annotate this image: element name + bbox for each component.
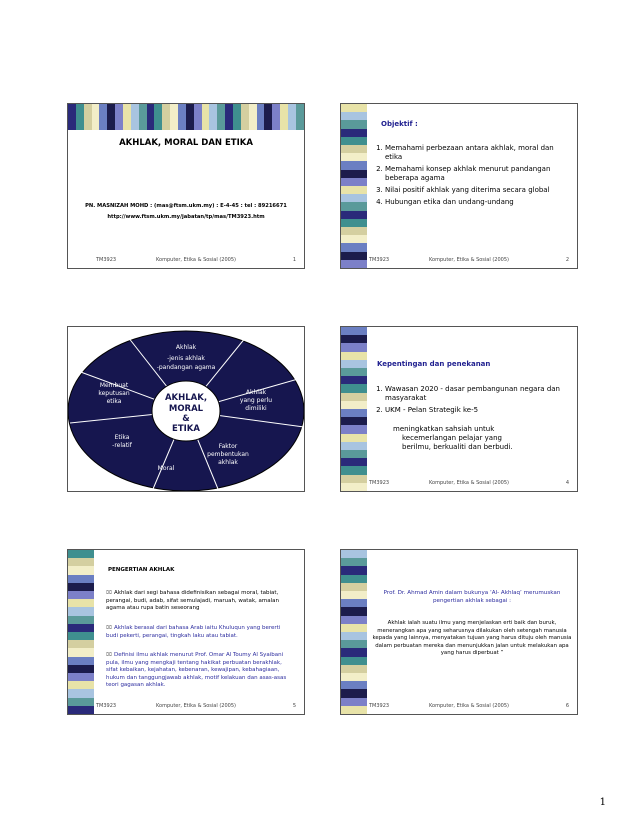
paragraph-text: Akhlak berasal dari bahasa Arab iaitu Khuluqun yang bererti budi pekerti, perangai, tingkah laku atau tabiat. [106,625,281,639]
stripe-block [257,104,265,130]
stripe-block [341,112,367,120]
course-name: Komputer, Etika & Sosial (2005) [156,703,236,709]
segment-label-left-up: Membuat [99,382,129,389]
quote-text: Akhlak ialah suatu ilmu yang menjelaskan erti baik dan buruk, menerangkan apa yang seharusnya dilakukan oleh setengah manusia kepada yang lainnya, menyatakan tujuan yang harus dituju oleh manusia dalam perbuatan mereka dan menunjukkan jalan untuk melakukan apa yang harus diperbuat ” [372,620,572,657]
stripe-block [341,219,367,227]
author-line: PN. MASNIZAH MOHD : (mas@ftsm.ukm.my) : E-4-45 : tel : 89216671 [85,203,287,209]
stripe-block [341,401,367,409]
stripe-block [68,665,94,673]
slide-title: PENGERTIAN AKHLAK [108,567,175,573]
stripe-block [341,211,367,219]
slide-footer [369,480,569,486]
stripe-block [341,706,367,714]
definition-paragraph [106,625,294,640]
slide-number: 1 [292,257,296,263]
stripe-block [280,104,288,130]
sub-point-line: berilmu, berkualiti dan berbudi. [402,443,513,451]
sub-point-line: kecemerlangan pelajar yang [402,434,502,442]
stripe-block [341,145,367,153]
slide-number: 6 [565,703,569,709]
stripe-block [217,104,225,130]
slide-number: 5 [292,703,296,709]
stripe-block [341,657,367,665]
stripe-block [341,352,367,360]
stripe-block [68,591,94,599]
list-item: 1. Wawasan 2020 - dasar pembangunan negara dan masyarakat [385,385,569,403]
course-code: TM3923 [369,257,390,263]
stripe-block [68,624,94,632]
stripe-block [68,566,94,574]
stripe-block [341,624,367,632]
stripe-block [264,104,272,130]
paragraph-text: Definisi ilmu akhlak menurut Prof. Omar Al Toumy Al Syaibani pula, ilmu yang mengkaji tentang hakikat perbuatan berakhlak, sifat kebaikan, kejahatan, kebenaran, kewajipan, kebahagiaan, hukum dan tanggungjawab akhlak, motif kelakuan dan asas-asas teori gagasan akhlak. [106,652,287,688]
stripe-block [249,104,257,130]
decorative-stripe [68,104,304,130]
segment-label-bottom-right: akhlak [218,459,238,466]
author-info [68,201,304,223]
course-name: Komputer, Etika & Sosial (2005) [156,257,236,263]
stripe-block [68,632,94,640]
course-code: TM3923 [96,257,117,263]
stripe-block [341,335,367,343]
stripe-block [341,376,367,384]
definition-paragraph [106,652,294,690]
slide-footer [369,703,569,709]
stripe-block [341,550,367,558]
stripe-block [341,648,367,656]
slide-title: Kepentingan dan penekanan [377,360,491,368]
stripe-block [68,673,94,681]
stripe-block [341,252,367,260]
stripe-block [241,104,249,130]
stripe-block [341,343,367,351]
list-item: 4. Hubungan etika dan undang-undang [385,198,569,207]
stripe-block [68,104,76,130]
stripe-block [341,632,367,640]
stripe-block [341,368,367,376]
stripe-block [92,104,100,130]
stripe-block [194,104,202,130]
stripe-block [68,607,94,615]
stripe-block [341,243,367,251]
segment-label-right: yang perlu [239,397,273,404]
segment-label-left-up: etika [106,398,122,405]
stripe-block [341,194,367,202]
stripe-block [162,104,170,130]
stripe-block [341,393,367,401]
stripe-block [288,104,296,130]
stripe-block [178,104,186,130]
stripe-block [341,450,367,458]
emphasis-list [371,385,569,418]
bullet-icon: ⌧ [106,590,112,596]
stripe-block [341,434,367,442]
stripe-block [68,640,94,648]
segment-label-left-low: Etika [114,434,130,441]
decorative-stripe [341,104,367,268]
stripe-block [341,235,367,243]
stripe-block [341,607,367,615]
slide-3 [67,326,305,492]
stripe-block [76,104,84,130]
stripe-block [68,681,94,689]
segment-label-right: Akhlak [245,389,267,396]
slide-footer [369,257,569,263]
stripe-block [341,137,367,145]
course-url: http://www.ftsm.ukm.my/jabatan/tp/mas/TM3923.htm [107,214,265,220]
stripe-block [341,591,367,599]
course-name: Komputer, Etika & Sosial (2005) [429,703,509,709]
stripe-block [115,104,123,130]
stripe-block [341,689,367,697]
center-label: MORAL [168,404,204,414]
stripe-block [296,104,304,130]
slide-number: 4 [565,480,569,486]
paragraph-text: Akhlak dari segi bahasa didefinisikan sebagai moral, tabiat, perangai, budi, adab, sifat semulajadi, maruah, watak, amalan agama atau rupa batin seseorang [106,590,279,611]
slide-footer [96,257,296,263]
stripe-block [68,558,94,566]
stripe-block [341,202,367,210]
stripe-block [341,327,367,335]
stripe-block [131,104,139,130]
segment-label-top: -jenis akhlak [167,355,205,362]
segment-label-left-up: keputusan [98,390,130,397]
stripe-block [341,120,367,128]
stripe-block [341,360,367,368]
stripe-block [341,129,367,137]
stripe-block [341,583,367,591]
stripe-block [272,104,280,130]
quote-intro: Prof. Dr. Ahmad Amin dalam bukunya ‘Al- Akhlaq’ merumuskan pengertian akhlak sebagai : [383,590,561,604]
stripe-block [107,104,115,130]
segment-label-right: dimiliki [245,405,267,412]
stripe-block [84,104,92,130]
stripe-block [139,104,147,130]
decorative-stripe [341,550,367,714]
stripe-block [341,425,367,433]
stripe-block [341,153,367,161]
list-item: 1. Memahami perbezaan antara akhlak, moral dan etika [385,144,569,162]
stripe-block [202,104,210,130]
segment-label-top: Akhlak [175,344,197,351]
stripe-block [341,558,367,566]
stripe-block [68,706,94,714]
sub-point-line: meningkatkan sahsiah untuk [393,425,495,433]
concept-diagram [68,327,304,491]
sub-point [393,425,569,452]
stripe-block [68,575,94,583]
stripe-block [154,104,162,130]
slide-title: AKHLAK, MORAL DAN ETIKA [119,138,253,148]
stripe-block [225,104,233,130]
slide-1 [67,103,305,269]
stripe-block [68,616,94,624]
stripe-block [341,616,367,624]
bullet-icon: ⌧ [106,652,112,658]
stripe-block [341,409,367,417]
stripe-block [341,442,367,450]
stripe-block [341,640,367,648]
stripe-block [341,566,367,574]
slide-5 [67,549,305,715]
stripe-block [341,698,367,706]
stripe-block [341,575,367,583]
stripe-block [341,417,367,425]
course-code: TM3923 [369,703,390,709]
slide-number: 2 [565,257,569,263]
page-number: 1 [599,797,606,808]
stripe-block [68,689,94,697]
bullet-icon: ⌧ [106,625,112,631]
list-item: 3. Nilai positif akhlak yang diterima secara global [385,186,569,195]
segment-label-bottom-right: Faktor [218,443,238,450]
stripe-block [341,599,367,607]
center-label: ETIKA [172,424,200,434]
stripe-block [68,583,94,591]
course-name: Komputer, Etika & Sosial (2005) [429,480,509,486]
stripe-block [99,104,107,130]
center-label: & [182,414,190,424]
stripe-block [341,665,367,673]
stripe-block [68,698,94,706]
stripe-block [341,466,367,474]
stripe-block [341,475,367,483]
stripe-block [170,104,178,130]
stripe-block [341,673,367,681]
stripe-block [341,178,367,186]
stripe-block [68,550,94,558]
stripe-block [123,104,131,130]
stripe-block [68,657,94,665]
stripe-block [233,104,241,130]
slide-2 [340,103,578,269]
list-item: 2. UKM - Pelan Strategik ke-5 [385,406,569,415]
course-code: TM3923 [369,480,390,486]
stripe-block [341,170,367,178]
segment-label-left-low: -relatif [112,442,132,449]
stripe-block [341,227,367,235]
stripe-block [209,104,217,130]
stripe-block [341,458,367,466]
stripe-block [186,104,194,130]
decorative-stripe [68,550,94,714]
list-item: 2. Memahami konsep akhlak menurut pandangan beberapa agama [385,165,569,183]
objective-list [371,144,569,210]
stripe-block [341,186,367,194]
course-name: Komputer, Etika & Sosial (2005) [429,257,509,263]
stripe-block [68,599,94,607]
stripe-block [341,260,367,268]
definition-paragraph [106,590,294,613]
slide-footer [96,703,296,709]
decorative-stripe [341,327,367,491]
stripe-block [341,161,367,169]
stripe-block [341,483,367,491]
slide-6 [340,549,578,715]
segment-label-bottom-right: pembentukan [207,451,249,458]
stripe-block [341,681,367,689]
course-code: TM3923 [96,703,117,709]
slide-title: Objektif : [381,120,418,128]
slide-4 [340,326,578,492]
stripe-block [341,104,367,112]
center-label: AKHLAK, [164,393,208,403]
stripe-block [341,384,367,392]
segment-label-top: -pandangan agama [156,364,216,371]
stripe-block [147,104,155,130]
segment-label-bottom: Moral [157,465,175,472]
stripe-block [68,648,94,656]
